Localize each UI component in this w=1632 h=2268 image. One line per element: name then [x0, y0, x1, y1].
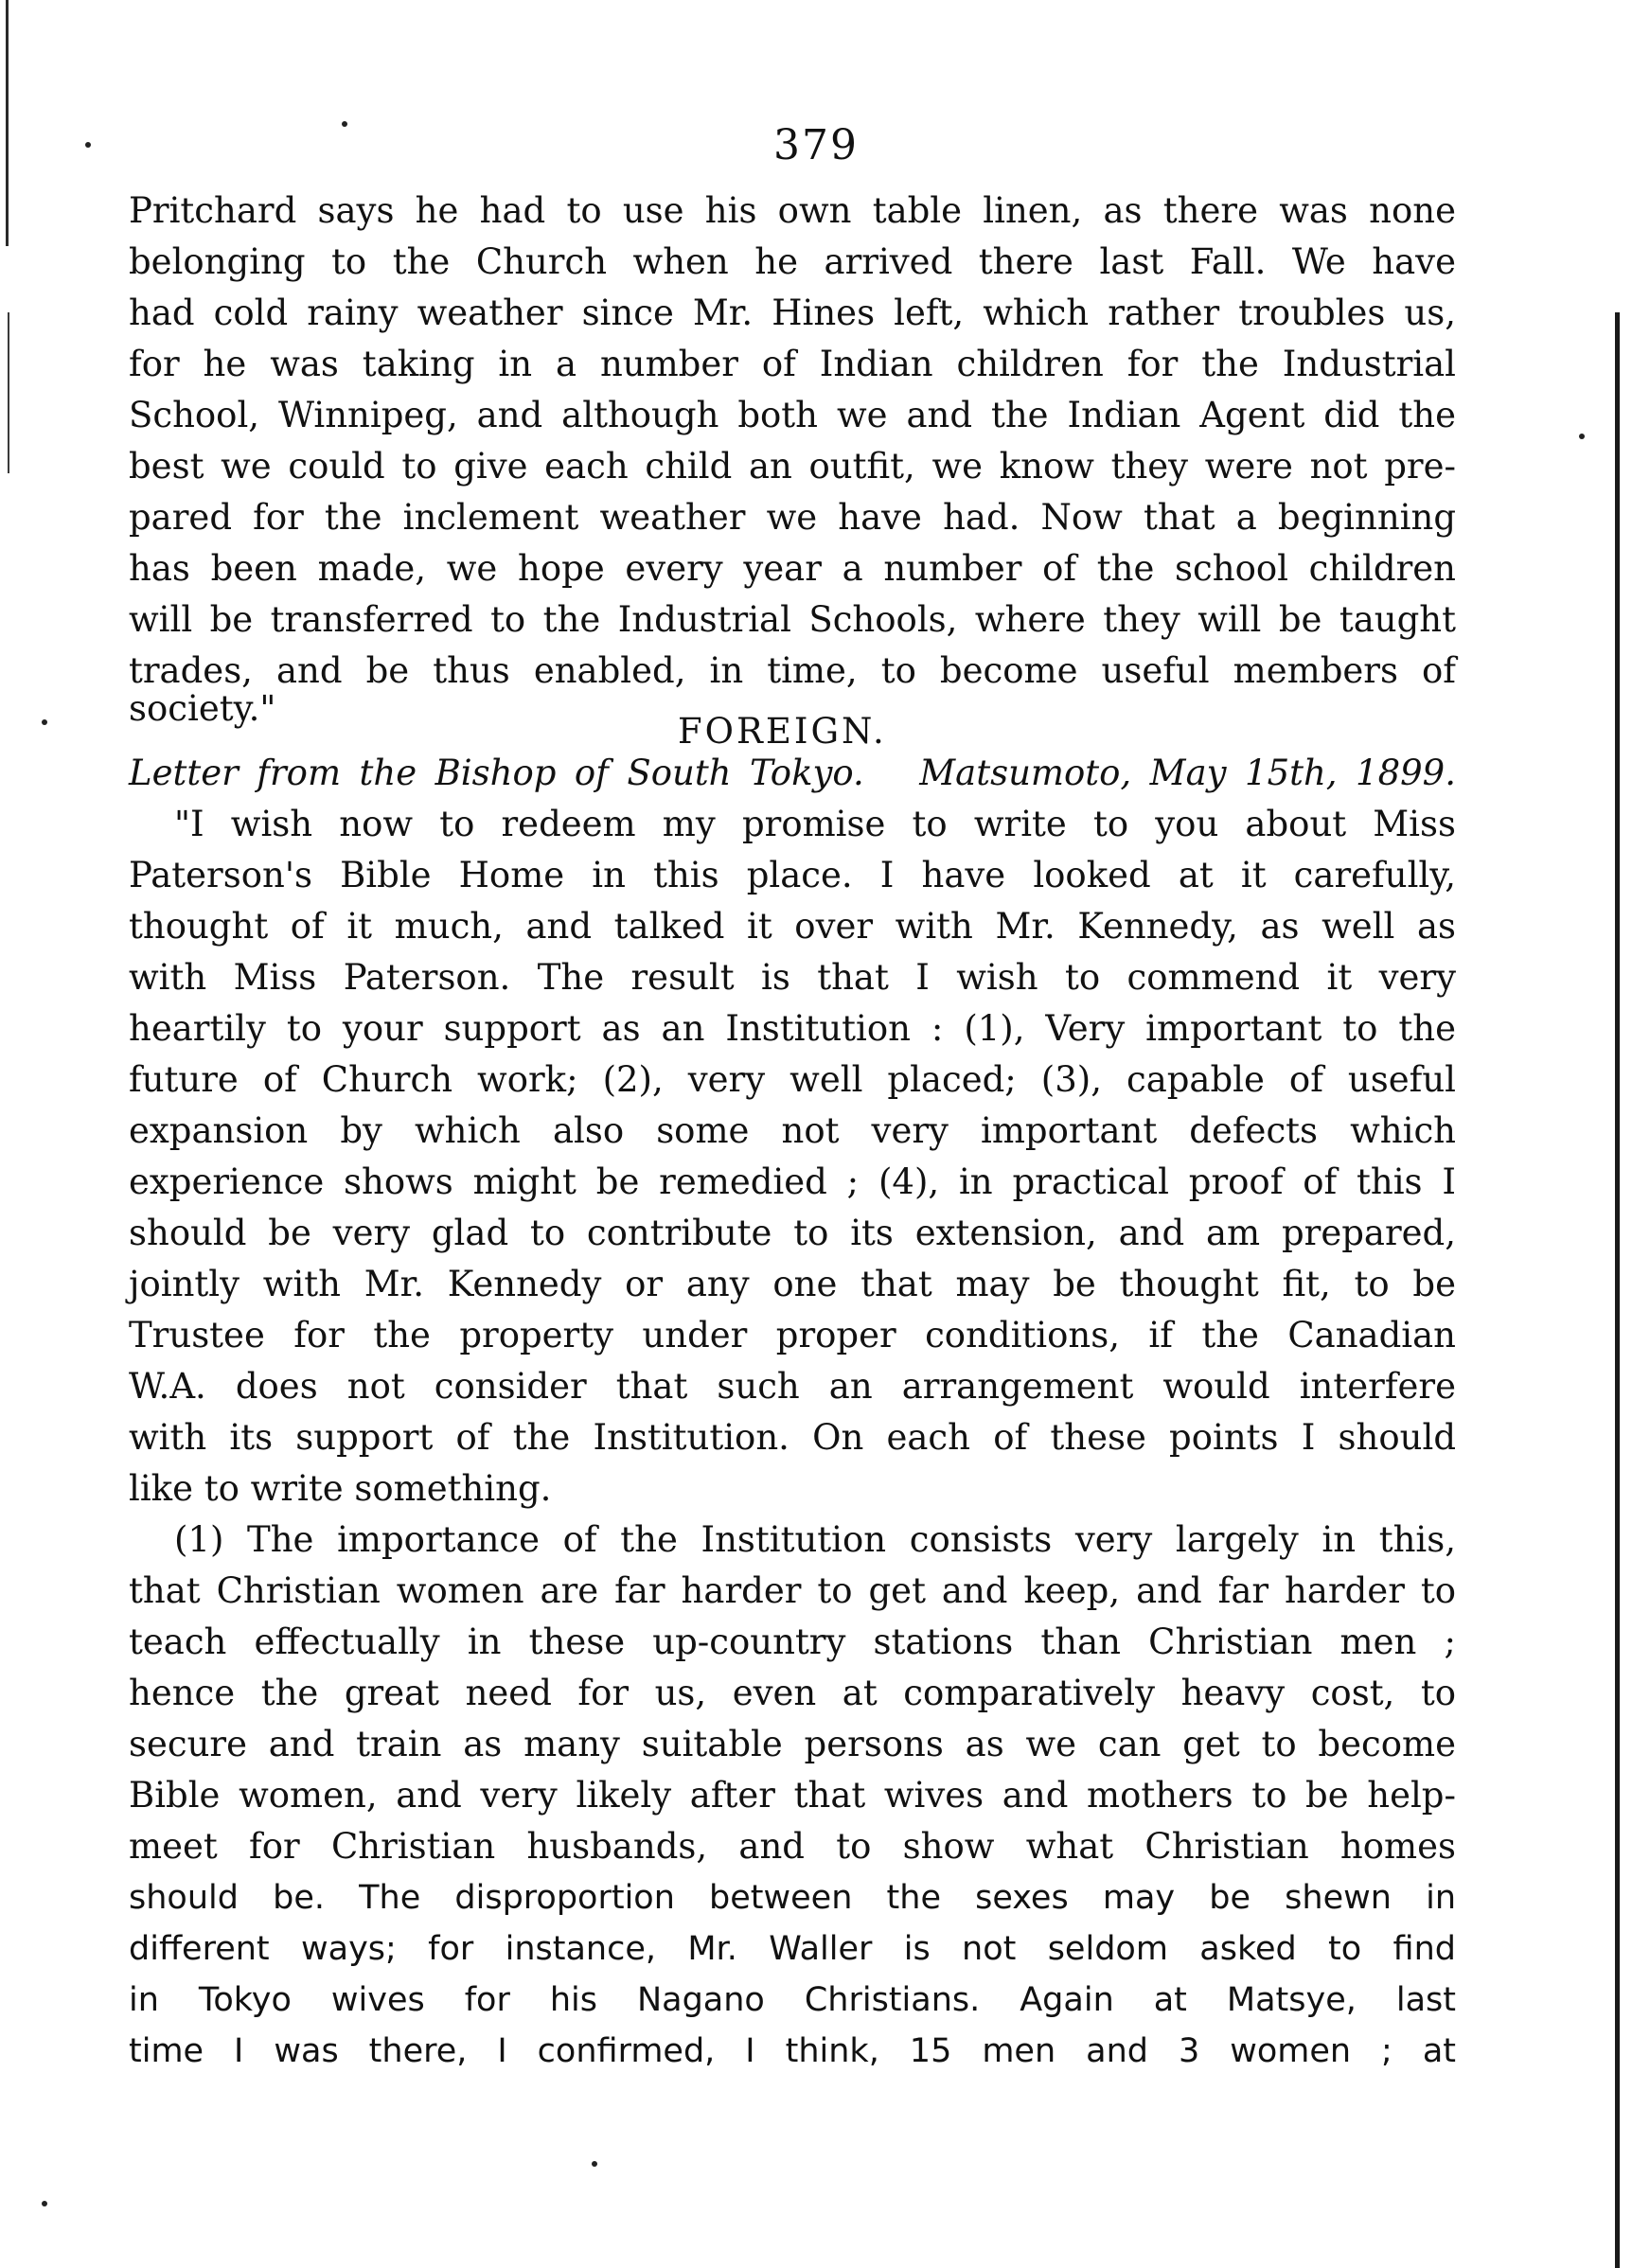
text-line: secure and train as many suitable persons as we can get to become: [129, 1724, 1456, 1764]
text-line: Pritchard says he had to use his own table linen, as there was none: [129, 190, 1456, 231]
paragraph-2: [129, 799, 1456, 1515]
scan-speck: [42, 2201, 47, 2206]
letter-place-date: Matsumoto, May 15th, 1899.: [919, 753, 1456, 793]
scan-speck: [42, 719, 47, 725]
scan-speck: [592, 2161, 597, 2167]
text-line: heartily to your support as an Institution : (1), Very important to the: [129, 1008, 1456, 1049]
text-line: like to write something.: [129, 1468, 552, 1509]
text-line: School, Winnipeg, and although both we and the Indian Agent did the: [129, 395, 1456, 435]
text-line: thought of it much, and talked it over with Mr. Kennedy, as well as: [129, 906, 1456, 947]
text-line: different ways; for instance, Mr. Waller is not seldom asked to find: [129, 1930, 1456, 1968]
text-line: hence the great need for us, even at comparatively heavy cost, to: [129, 1673, 1456, 1713]
text-line: "I wish now to redeem my promise to write to you about Miss: [174, 804, 1456, 844]
text-line: has been made, we hope every year a number of the school children: [129, 548, 1456, 589]
heading-row: [129, 688, 1456, 752]
letter-source: Letter from the Bishop of South Tokyo.: [129, 753, 864, 793]
page-number: 379: [773, 121, 859, 169]
text-line: meet for Christian husbands, and to show what Christian homes: [129, 1826, 1456, 1867]
paragraph-1-end: society.": [129, 688, 276, 729]
text-line: time I was there, I confirmed, I think, 15 men and 3 women ; at: [129, 2032, 1456, 2070]
text-line: best we could to give each child an outfit, we know they were not pre-: [129, 446, 1456, 487]
text-line: should be. The disproportion between the sexes may be shewn in: [129, 1879, 1456, 1917]
text-line: with Miss Paterson. The result is that I wish to commend it very: [129, 957, 1456, 998]
section-heading: FOREIGN.: [678, 711, 887, 752]
text-line: should be very glad to contribute to its extension, and am prepared,: [129, 1213, 1456, 1253]
text-line: Trustee for the property under proper conditions, if the Canadian: [129, 1315, 1456, 1355]
text-line: Bible women, and very likely after that wives and mothers to be help-: [129, 1775, 1456, 1816]
page-body: [129, 186, 1456, 2077]
text-line: will be transferred to the Industrial Schools, where they will be taught: [129, 599, 1456, 640]
text-line: expansion by which also some not very important defects which: [129, 1110, 1456, 1151]
scan-speck: [1579, 434, 1585, 439]
text-line: for he was taking in a number of Indian children for the Industrial: [129, 344, 1456, 384]
scan-edge-left-lower: [8, 312, 9, 473]
text-line: pared for the inclement weather we have had. Now that a beginning: [129, 497, 1456, 538]
text-line: teach effectually in these up-country stations than Christian men ;: [129, 1621, 1456, 1662]
text-line: experience shows might be remedied ; (4), in practical proof of this I: [129, 1161, 1456, 1202]
text-line: that Christian women are far harder to get and keep, and far harder to: [129, 1570, 1456, 1611]
paragraph-3: [129, 1515, 1456, 2077]
text-line: in Tokyo wives for his Nagano Christians. Again at Matsye, last: [129, 1981, 1456, 2019]
text-line: belonging to the Church when he arrived there last Fall. We have: [129, 241, 1456, 282]
text-line: had cold rainy weather since Mr. Hines left, which rather troubles us,: [129, 292, 1456, 333]
text-line: future of Church work; (2), very well placed; (3), capable of useful: [129, 1059, 1456, 1100]
text-line: jointly with Mr. Kennedy or any one that may be thought fit, to be: [129, 1264, 1456, 1304]
text-line: (1) The importance of the Institution consists very largely in this,: [174, 1519, 1456, 1560]
text-line: trades, and be thus enabled, in time, to become useful members of: [129, 650, 1456, 691]
scan-edge-right: [1615, 312, 1620, 2268]
text-line: W.A. does not consider that such an arrangement would interfere: [129, 1366, 1456, 1407]
paragraph-1: [129, 186, 1456, 697]
text-line: Paterson's Bible Home in this place. I have looked at it carefully,: [129, 855, 1456, 895]
text-line: with its support of the Institution. On each of these points I should: [129, 1417, 1456, 1458]
